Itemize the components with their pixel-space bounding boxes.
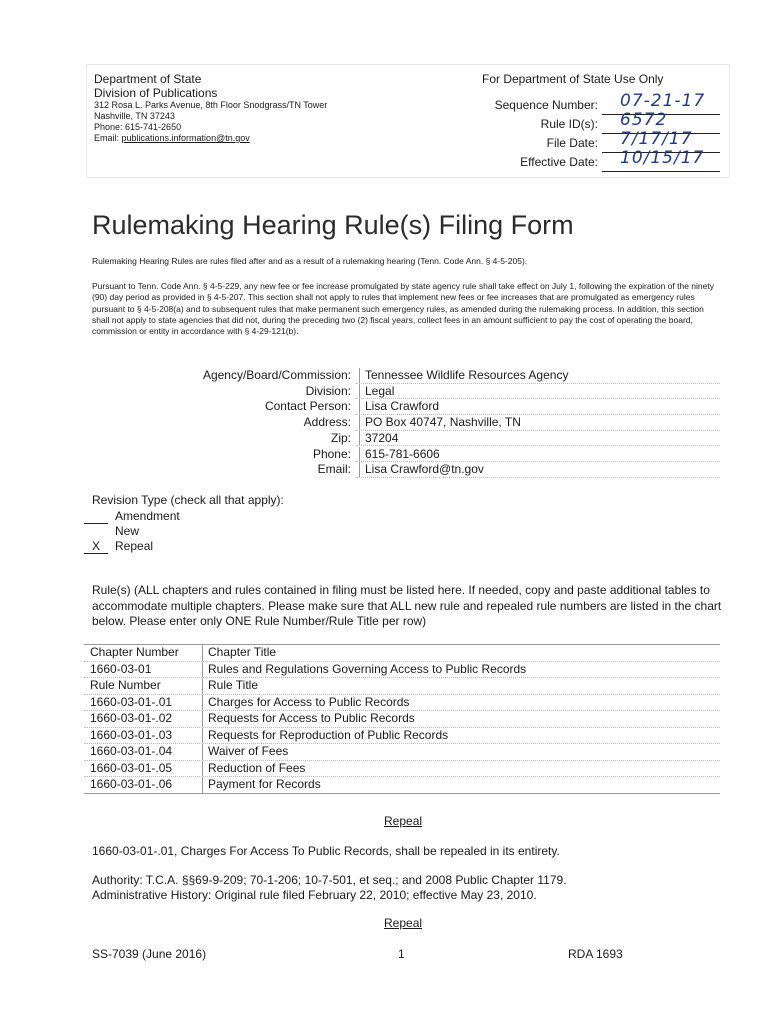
repeal-body: 1660-03-01-.01, Charges For Access To Public Records, shall be repealed in its entirety. — [92, 844, 560, 858]
dept-address: 312 Rosa L. Parks Avenue, 8th Floor Snodgrass/TN Tower — [94, 100, 328, 110]
rule-title-cell: Requests for Access to Public Records — [202, 711, 415, 727]
revision-option-label: Amendment — [115, 509, 180, 523]
footer-form-number: SS-7039 (June 2016) — [92, 947, 207, 961]
rule-number-cell: 1660-03-01-.02 — [90, 711, 173, 725]
revision-checkmark[interactable] — [84, 509, 108, 524]
use-only-heading: For Department of State Use Only — [482, 72, 664, 86]
address-label: Address: — [303, 415, 351, 430]
phone-value: 615-781-6606 — [359, 447, 440, 463]
agency-label: Agency/Board/Commission: — [202, 368, 351, 382]
rule-number-cell: 1660-03-01-.04 — [90, 744, 173, 758]
dept-email-line — [94, 133, 327, 144]
agency-value: Tennessee Wildlife Resources Agency — [359, 368, 568, 384]
phone-row — [88, 447, 720, 463]
dept-email-label: Email: — [94, 133, 122, 143]
rule-number-cell: 1660-03-01 — [90, 661, 152, 676]
contact-label: Contact Person: — [264, 399, 351, 414]
phone-label: Phone: — [312, 446, 351, 461]
authority-block — [92, 873, 567, 903]
rule-number-cell: 1660-03-01-.06 — [90, 777, 173, 791]
repeal-heading: Repeal — [384, 814, 423, 828]
effective-date-field — [480, 148, 720, 172]
zip-row — [88, 431, 720, 447]
email-value: Lisa Crawford@tn.gov — [359, 462, 484, 478]
agency-row — [88, 368, 720, 384]
division-row — [88, 384, 720, 400]
division-name: Division of Publications — [94, 86, 218, 100]
email-row — [88, 462, 720, 478]
rule-title-cell: Chapter Title — [202, 645, 276, 661]
field-label: Effective Date: — [520, 155, 598, 169]
agency-info-table — [88, 368, 720, 480]
dept-city: Nashville, TN 37243 — [94, 111, 175, 121]
division-value: Legal — [359, 384, 394, 400]
rules-instructions: Rule(s) (ALL chapters and rules contained in filing must be listed here. If needed, copy and paste additional tables to accommodate multiple chapters. Please make sure that ALL new rule and repealed rule numbers are listed in the chart below. Please enter only ONE Rule Number/Rule Title per row) — [92, 583, 722, 628]
page-title: Rulemaking Hearing Rule(s) Filing Form — [92, 210, 574, 240]
intro-paragraph-1: Rulemaking Hearing Rules are rules filed after and as a result of a rulemaking hearing (Tenn. Code Ann. § 4-5-205). — [92, 256, 528, 266]
repeal-heading-2: Repeal — [384, 916, 423, 930]
field-label: Rule ID(s): — [540, 117, 598, 131]
email-label: Email: — [317, 462, 351, 477]
rule-title-cell: Rule Title — [202, 678, 258, 694]
rule-number-cell: 1660-03-01-.03 — [90, 727, 173, 742]
rule-title-cell: Rules and Regulations Governing Access to Public Records — [202, 662, 526, 678]
table-row — [84, 662, 720, 679]
division-label: Division: — [305, 383, 351, 398]
field-value-handwritten: 7/17/17 — [620, 129, 693, 149]
field-value-handwritten: 10/15/17 — [620, 148, 705, 168]
table-row — [84, 777, 720, 793]
revision-checkmark[interactable] — [84, 524, 108, 538]
rule-number-cell: 1660-03-01-.01 — [90, 694, 173, 709]
zip-value: 37204 — [359, 431, 398, 447]
revision-option-label: Repeal — [115, 539, 154, 553]
rule-title-cell: Reduction of Fees — [202, 761, 305, 777]
dept-name: Department of State — [94, 72, 202, 86]
table-row — [84, 711, 720, 728]
department-block — [94, 72, 327, 144]
table-row — [84, 744, 720, 761]
rule-title-cell: Requests for Reproduction of Public Records — [202, 728, 448, 744]
table-row — [84, 678, 720, 695]
revision-checkmark[interactable]: X — [84, 539, 108, 554]
field-label: Sequence Number: — [494, 98, 598, 112]
rule-number-cell: Chapter Number — [90, 645, 179, 659]
dept-email-link[interactable]: publications.information@tn.gov — [121, 133, 250, 143]
footer-rda: RDA 1693 — [568, 947, 623, 961]
rule-title-cell: Payment for Records — [202, 777, 321, 793]
dept-phone: Phone: 615-741-2650 — [94, 122, 182, 132]
field-value-handwritten: 07-21-17 — [620, 91, 706, 111]
authority-text: Authority: T.C.A. §§69-9-209; 70-1-206; 10-7-501, et seq.; and 2008 Public Chapter 1179. — [92, 873, 567, 887]
footer-page-number: 1 — [398, 947, 405, 961]
rule-number-cell: 1660-03-01-.05 — [90, 760, 173, 775]
table-row — [84, 695, 720, 712]
address-row — [88, 415, 720, 431]
sequence-number-field — [480, 91, 720, 115]
table-row — [84, 728, 720, 745]
table-row — [84, 761, 720, 778]
intro-paragraph-2: Pursuant to Tenn. Code Ann. § 4-5-229, any new fee or fee increase promulgated by state agency rule shall take effect on July 1, following the expiration of the ninety (90) day period as provided in § 4-5-207. This section shall not apply to rules that implement new fees or fee increases that are promulgated as emergency rules pursuant to § 4-5-208(a) and to subsequent rules that make permanent such emergency rules, as amended during the rulemaking process. In addition, this section shall not apply to state agencies that did not, during the preceding two (2) fiscal years, collect fees in an amount sufficient to pay the cost of operating the board, commission or entity in accordance with § 4-29-121(b). — [92, 281, 714, 337]
field-label: File Date: — [546, 136, 598, 150]
contact-value: Lisa Crawford — [359, 399, 439, 415]
address-value: PO Box 40747, Nashville, TN — [359, 415, 521, 431]
administrative-history: Administrative History: Original rule filed February 22, 2010; effective May 23, 2010. — [92, 888, 537, 902]
revision-type-heading: Revision Type (check all that apply): — [92, 493, 284, 507]
rule-title-cell: Charges for Access to Public Records — [202, 695, 409, 711]
rules-table — [84, 644, 720, 794]
revision-option-label: New — [115, 524, 140, 538]
contact-row — [88, 399, 720, 415]
field-value-handwritten: 6572 — [620, 110, 668, 130]
table-row — [84, 645, 720, 662]
rule-title-cell: Waiver of Fees — [202, 744, 288, 760]
rule-number-cell: Rule Number — [90, 678, 161, 692]
zip-label: Zip: — [330, 430, 351, 445]
